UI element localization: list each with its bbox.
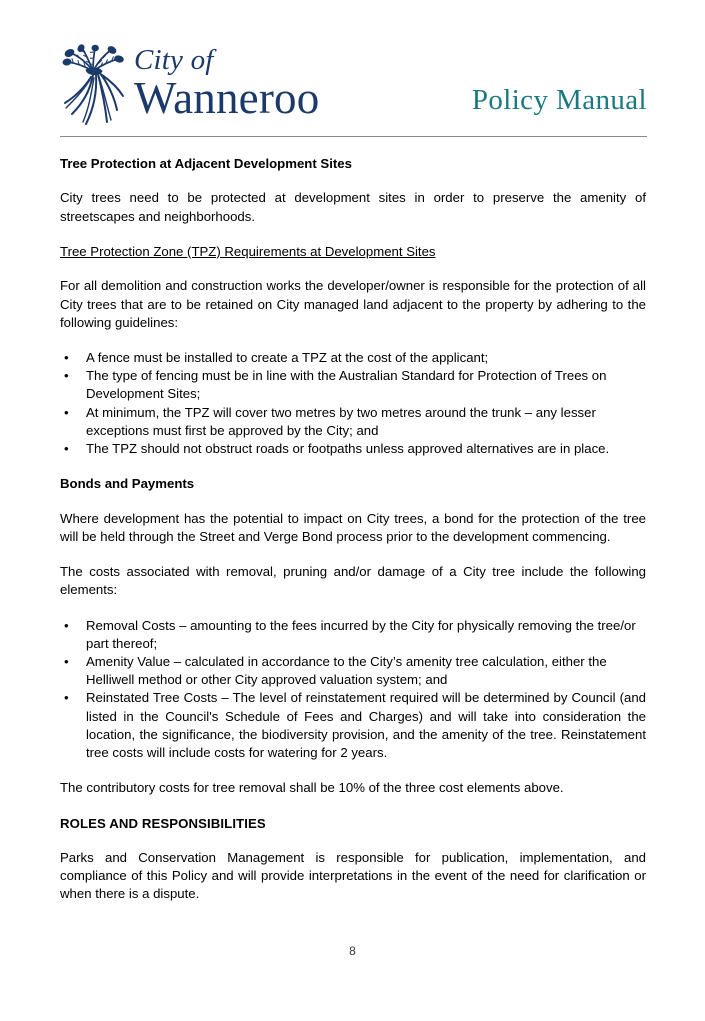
paragraph-parks-conservation: Parks and Conservation Management is responsible for publication, implementation, and compliance of this Policy and will provide interpretations in the event of the need for clarification or when there is a dispute. xyxy=(60,849,646,902)
list-item: • The type of fencing must be in line with the Australian Standard for Protection of Trees on Development Sites; xyxy=(60,367,646,403)
page-header xyxy=(60,44,647,136)
page-footer xyxy=(0,942,705,960)
heading-bonds-and-payments: Bonds and Payments xyxy=(60,476,195,492)
list-item: • At minimum, the TPZ will cover two metres by two metres around the trunk – any lesser exceptions must first be approved by the City; and xyxy=(60,404,646,440)
list-item: • Removal Costs – amounting to the fees incurred by the City for physically removing the tree/or part thereof; xyxy=(60,617,646,653)
page-number: 8 xyxy=(349,944,356,958)
brand-line-wanneroo: Wanneroo xyxy=(134,73,320,123)
grass-tree-icon xyxy=(60,44,128,128)
tpz-guidelines-list xyxy=(60,349,646,458)
list-item: • A fence must be installed to create a TPZ at the cost of the applicant; xyxy=(60,349,646,367)
paragraph-demolition-construction: For all demolition and construction works the developer/owner is responsible for the protection of all City trees that are to be retained on City managed land adjacent to the property by adhering to the following guidelines: xyxy=(60,278,646,330)
page-content xyxy=(60,155,646,921)
brand-lockup xyxy=(60,44,319,128)
list-item: • Reinstated Tree Costs – The level of reinstatement required will be determined by Council (and listed in the Council's Schedule of Fees and Charges) and will take into consideration the location, the significance, the biodiversity provision, and the amenity of the tree. Reinstatement tree costs will include costs for watering for 2 years. xyxy=(60,689,646,762)
list-item: • Amenity Value – calculated in accordance to the City’s amenity tree calculation, either the Helliwell method or other City approved valuation system; and xyxy=(60,653,646,689)
paragraph-contributory-costs: The contributory costs for tree removal shall be 10% of the three cost elements above. xyxy=(60,780,564,796)
cost-elements-list xyxy=(60,617,646,763)
header-divider xyxy=(60,136,647,137)
list-item: • The TPZ should not obstruct roads or footpaths unless approved alternatives are in place. xyxy=(60,440,646,458)
heading-roles-and-responsibilities: ROLES AND RESPONSIBILITIES xyxy=(60,815,266,831)
paragraph-cost-elements-intro: The costs associated with removal, pruning and/or damage of a City tree include the following elements: xyxy=(60,564,646,598)
brand-wordmark xyxy=(134,44,319,122)
paragraph-bond-held: Where development has the potential to impact on City trees, a bond for the protection of the tree will be held through the Street and Verge Bond process prior to the development commencing. xyxy=(60,510,646,544)
document-title: Policy Manual xyxy=(471,84,647,116)
subheading-tpz-requirements: Tree Protection Zone (TPZ) Requirements at Development Sites xyxy=(60,243,436,259)
brand-line-city-of: City of xyxy=(134,44,214,76)
heading-tree-protection: Tree Protection at Adjacent Development Sites xyxy=(60,156,352,171)
paragraph-city-trees: City trees need to be protected at development sites in order to preserve the amenity of streetscapes and neighborhoods. xyxy=(60,190,646,224)
